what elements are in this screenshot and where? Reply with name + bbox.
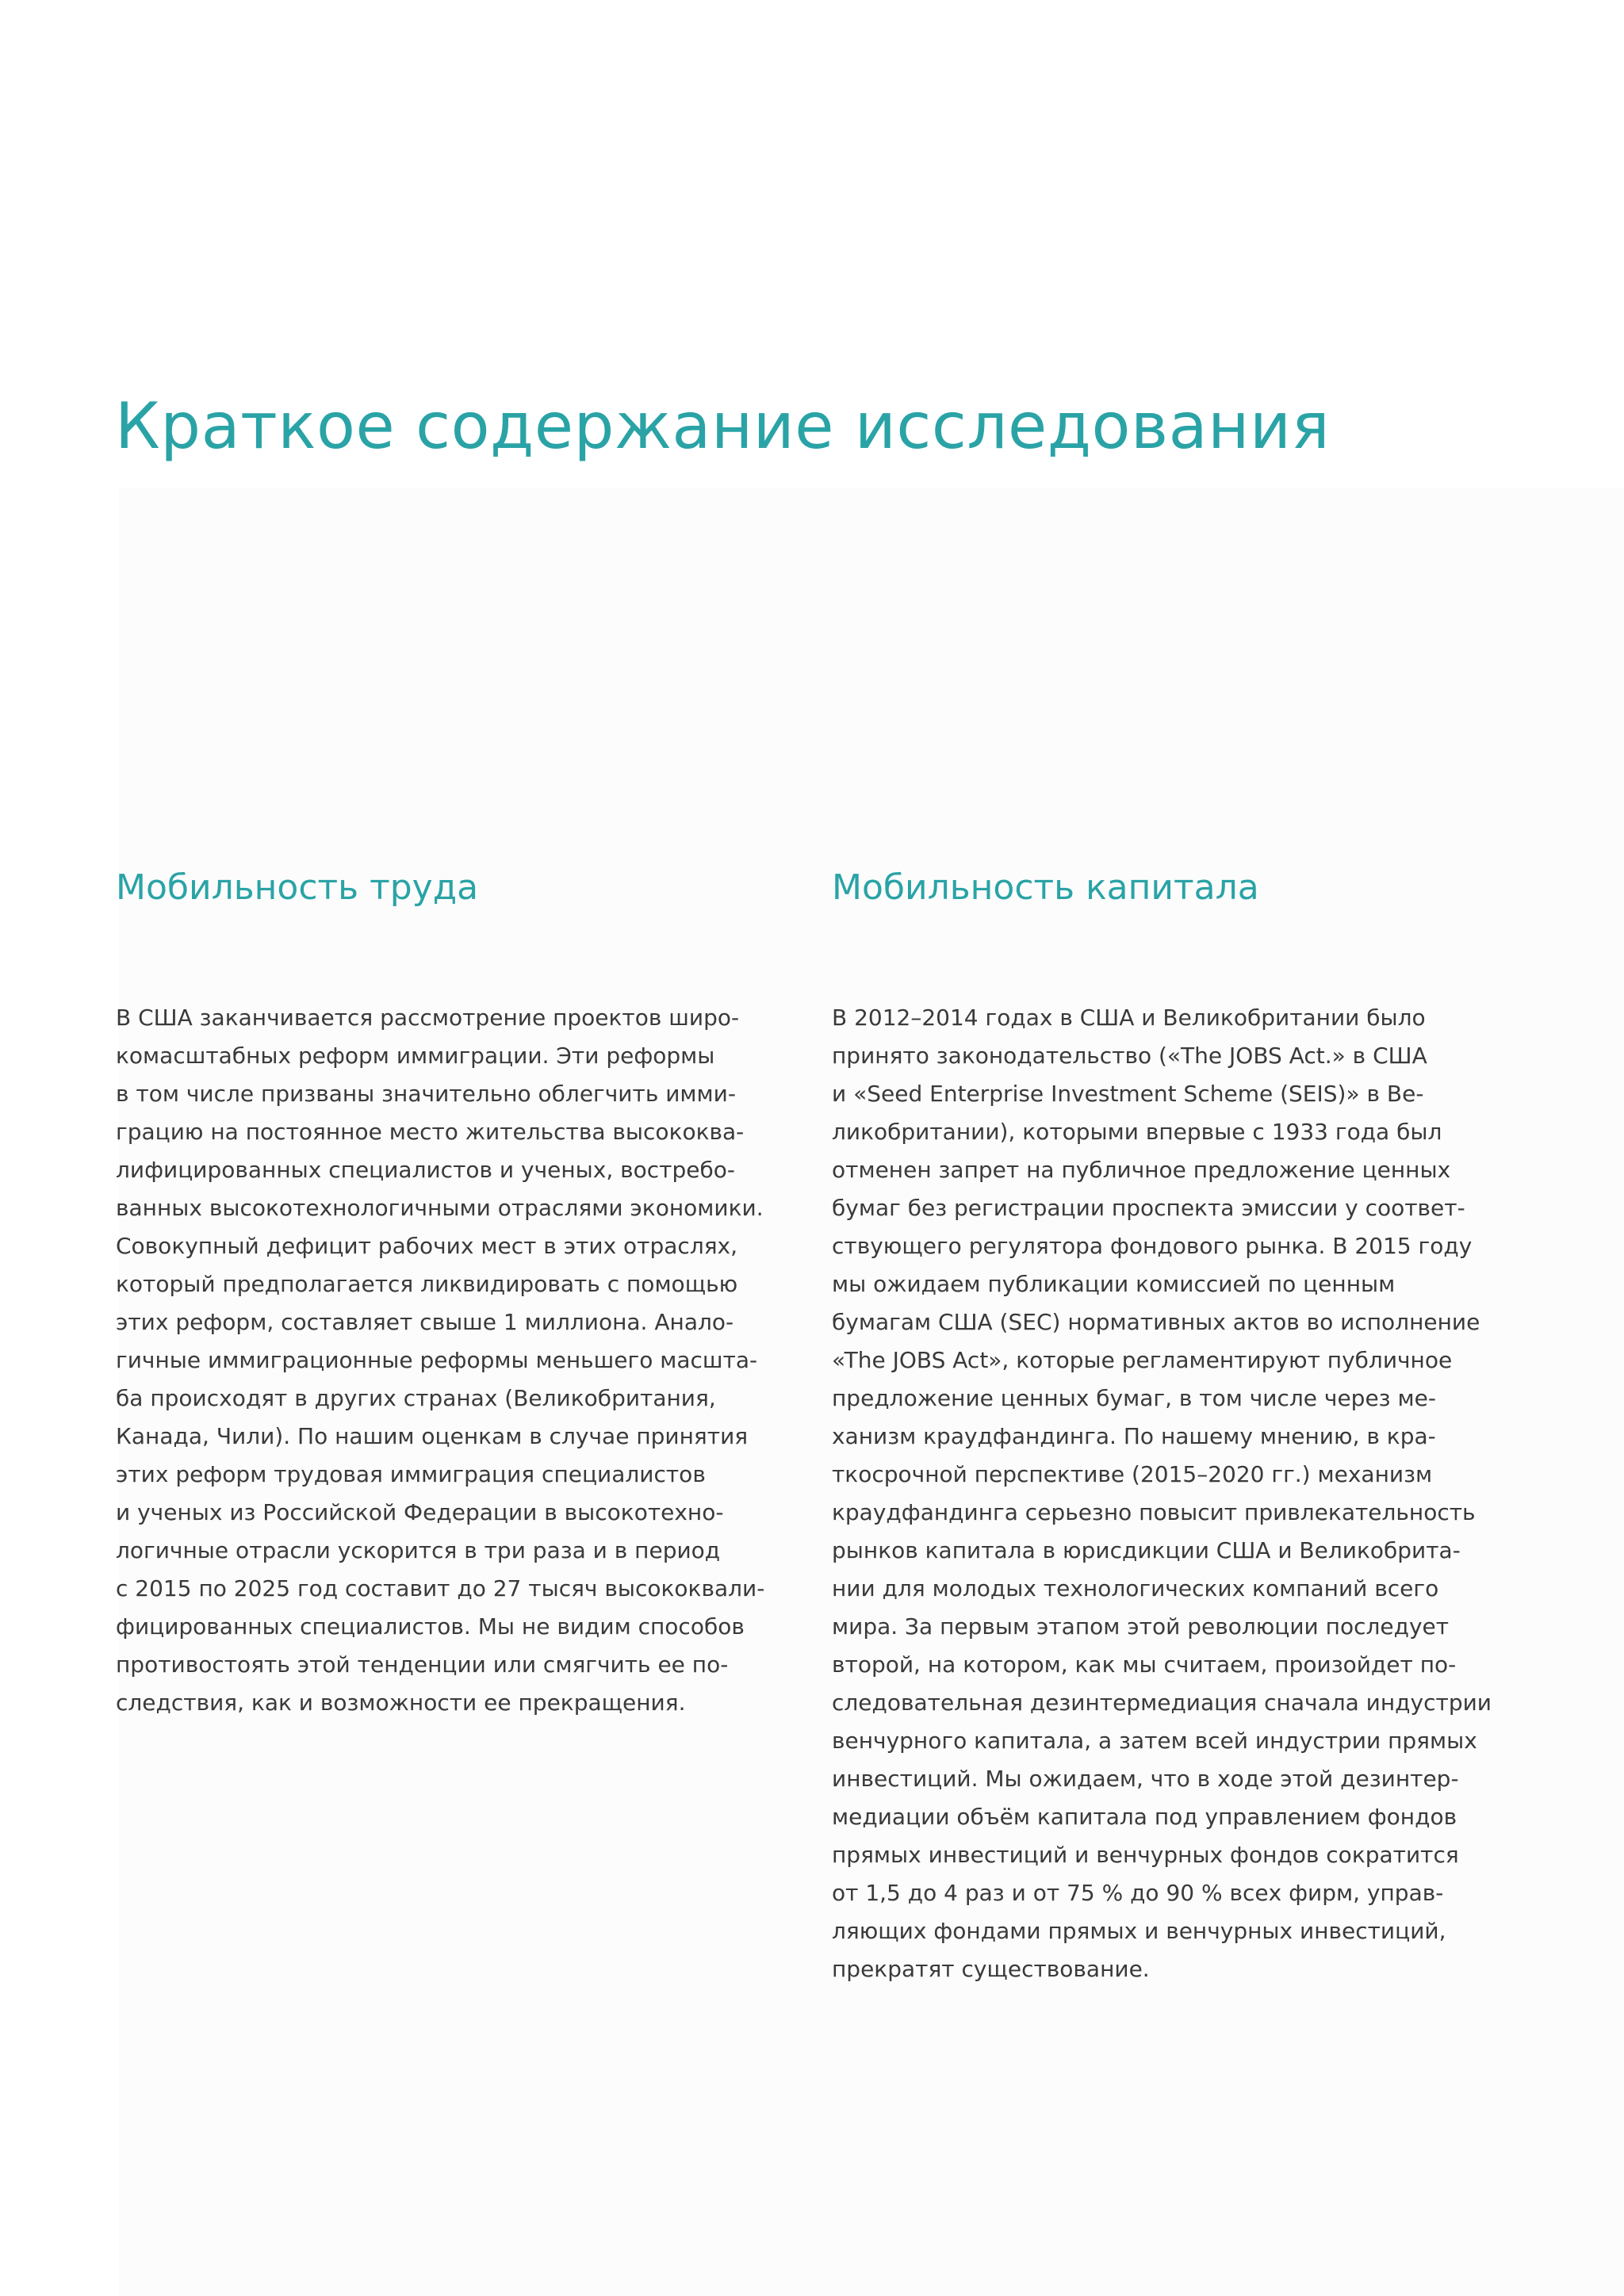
paragraph-line: ванных высокотехнологичными отраслями экономики. [116,1195,764,1221]
paragraph-line: от 1,5 до 4 раз и от 75 % до 90 % всех фирм, управ- [832,1880,1444,1906]
paragraph-line: ханизм краудфандинга. По нашему мнению, в кра- [832,1423,1436,1449]
capital-mobility-section [832,860,1514,1988]
paragraph-line: ба происходят в других странах (Великобритания, [116,1385,716,1411]
paragraph-line: лифицированных специалистов и ученых, востребо- [116,1157,735,1183]
paragraph-line: комасштабных реформ иммиграции. Эти реформы [116,1043,715,1069]
labor-mobility-body [116,999,798,1722]
paragraph-line: отменен запрет на публичное предложение ценных [832,1157,1451,1183]
paragraph-line: ляющих фондами прямых и венчурных инвестиций, [832,1918,1446,1944]
paragraph-line: бумаг без регистрации проспекта эмиссии у соответ- [832,1195,1465,1221]
paragraph-line: гичные иммиграционные реформы меньшего масшта- [116,1347,758,1373]
paragraph-line: и ученых из Российской Федерации в высокотехно- [116,1499,724,1525]
paragraph-line: инвестиций. Мы ожидаем, что в ходе этой дезинтер- [832,1766,1459,1792]
paragraph-line: Канада, Чили). По нашим оценкам в случае принятия [116,1423,749,1449]
paragraph-line: мы ожидаем публикации комиссией по ценным [832,1271,1396,1297]
page-title: Краткое содержание исследования [115,389,1331,463]
paragraph-line: грацию на постоянное место жительства высококва- [116,1119,745,1145]
labor-mobility-heading: Мобильность труда [116,867,479,908]
paragraph-line: следствия, как и возможности ее прекращения. [116,1689,686,1716]
capital-mobility-heading: Мобильность капитала [832,867,1259,908]
paragraph-line: и «Seed Enterprise Investment Scheme (SEIS)» в Ве- [832,1081,1424,1107]
paragraph-line: «The JOBS Act», которые регламентируют публичное [832,1347,1453,1373]
paragraph-line: противостоять этой тенденции или смягчить ее по- [116,1651,729,1678]
paragraph-line: этих реформ, составляет свыше 1 миллиона. Анало- [116,1309,734,1335]
paragraph-line: принято законодательство («The JOBS Act.» в США [832,1043,1427,1069]
paragraph-line: фицированных специалистов. Мы не видим способов [116,1613,745,1640]
paragraph-line: нии для молодых технологических компаний всего [832,1575,1439,1601]
paragraph-line: рынков капитала в юрисдикции США и Великобрита- [832,1537,1461,1563]
paragraph-line: который предполагается ликвидировать с помощью [116,1271,738,1297]
paragraph-line: мира. За первым этапом этой революции последует [832,1613,1450,1640]
paragraph-line: медиации объём капитала под управлением фондов [832,1804,1457,1830]
paragraph-line: в том числе призваны значительно облегчить имми- [116,1081,736,1107]
paragraph-line: прямых инвестиций и венчурных фондов сократится [832,1842,1459,1868]
labor-mobility-section [116,860,798,1722]
paragraph-line: ствующего регулятора фондового рынка. В 2015 году [832,1233,1473,1259]
paragraph-line: венчурного капитала, а затем всей индустрии прямых [832,1728,1477,1754]
paragraph-line: краудфандинга серьезно повысит привлекательность [832,1499,1476,1525]
paragraph-line: В США заканчивается рассмотрение проектов широ- [116,1004,740,1031]
paragraph-line: второй, на котором, как мы считаем, произойдет по- [832,1651,1457,1678]
paragraph-line: ткосрочной перспективе (2015–2020 гг.) механизм [832,1461,1433,1487]
paragraph-line: с 2015 по 2025 год составит до 27 тысяч высококвали- [116,1575,765,1601]
paragraph-line: следовательная дезинтермедиация сначала индустрии [832,1689,1492,1716]
paragraph-line: ликобритании), которыми впервые с 1933 года был [832,1119,1442,1145]
paragraph-line: прекратят существование. [832,1956,1150,1982]
paragraph-line: предложение ценных бумаг, в том числе через ме- [832,1385,1436,1411]
capital-mobility-body [832,999,1514,1988]
paragraph-line: бумагам США (SEC) нормативных актов во исполнение [832,1309,1480,1335]
paragraph-line: В 2012–2014 годах в США и Великобритании было [832,1004,1426,1031]
paragraph-line: Совокупный дефицит рабочих мест в этих отраслях, [116,1233,738,1259]
paragraph-line: логичные отрасли ускорится в три раза и в период [116,1537,721,1563]
paragraph-line: этих реформ трудовая иммиграция специалистов [116,1461,706,1487]
